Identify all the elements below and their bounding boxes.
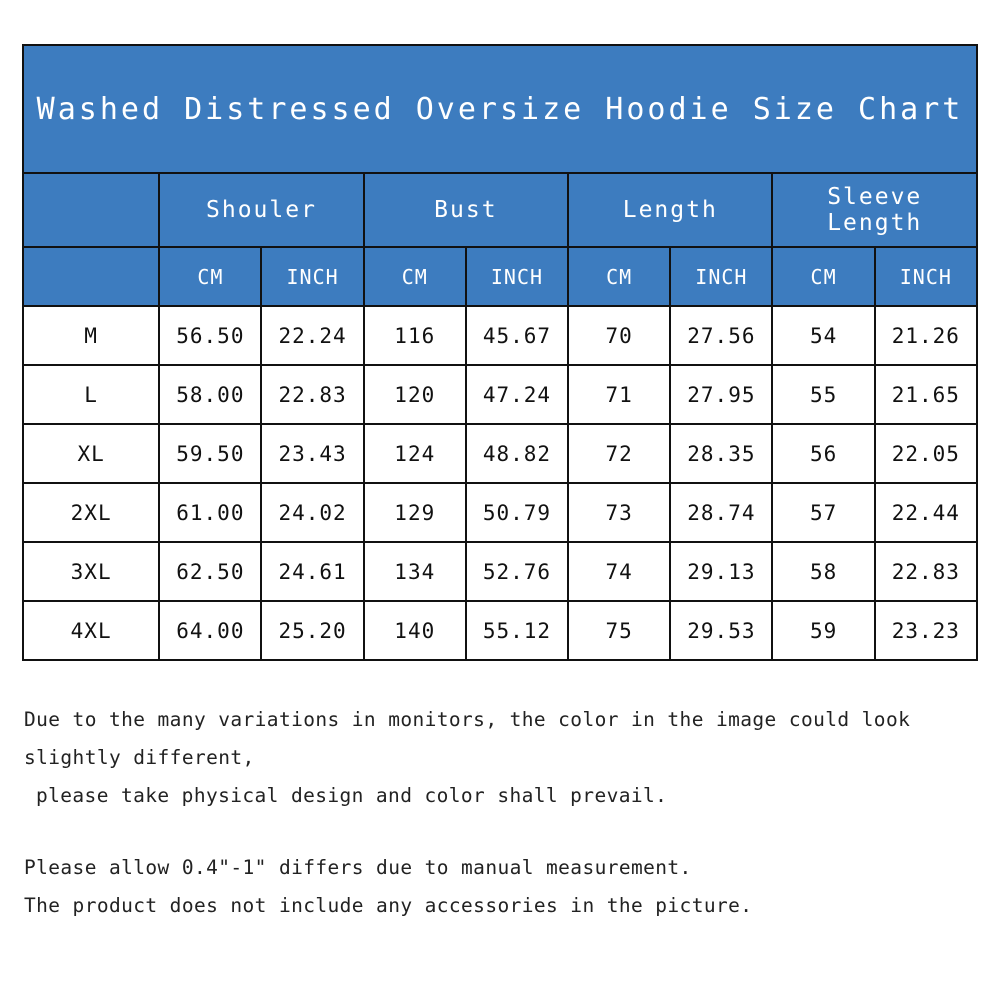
cell-sleeve-cm: 56 (772, 424, 874, 483)
cell-shoulder-inch: 22.83 (261, 365, 363, 424)
cell-shoulder-inch: 23.43 (261, 424, 363, 483)
cell-sleeve-inch: 21.65 (875, 365, 977, 424)
cell-length-inch: 27.95 (670, 365, 772, 424)
header-sleeve-length: Sleeve Length (772, 173, 977, 247)
cell-bust-inch: 45.67 (466, 306, 568, 365)
cell-bust-inch: 55.12 (466, 601, 568, 660)
cell-shoulder-inch: 25.20 (261, 601, 363, 660)
cell-bust-cm: 129 (364, 483, 466, 542)
row-size-label: M (23, 306, 159, 365)
size-chart-table (22, 44, 978, 661)
unit-header-sleeve-cm: CM (772, 247, 874, 306)
cell-length-cm: 70 (568, 306, 670, 365)
cell-shoulder-cm: 62.50 (159, 542, 261, 601)
cell-bust-cm: 120 (364, 365, 466, 424)
cell-length-cm: 72 (568, 424, 670, 483)
cell-sleeve-inch: 22.83 (875, 542, 977, 601)
unit-header-bust-cm: CM (364, 247, 466, 306)
unit-header-shoulder-cm: CM (159, 247, 261, 306)
cell-length-inch: 29.53 (670, 601, 772, 660)
cell-length-inch: 28.35 (670, 424, 772, 483)
table-row (23, 365, 977, 424)
table-row (23, 542, 977, 601)
cell-bust-inch: 47.24 (466, 365, 568, 424)
unit-header-row (23, 247, 977, 306)
page-title: Washed Distressed Oversize Hoodie Size Chart (23, 45, 977, 173)
notes-spacer (24, 815, 978, 849)
cell-sleeve-cm: 59 (772, 601, 874, 660)
size-column-header (23, 173, 159, 247)
cell-length-cm: 75 (568, 601, 670, 660)
cell-bust-inch: 52.76 (466, 542, 568, 601)
cell-shoulder-inch: 24.02 (261, 483, 363, 542)
measurement-header-row (23, 173, 977, 247)
unit-header-blank (23, 247, 159, 306)
cell-length-inch: 29.13 (670, 542, 772, 601)
cell-sleeve-inch: 23.23 (875, 601, 977, 660)
cell-bust-cm: 116 (364, 306, 466, 365)
cell-sleeve-cm: 57 (772, 483, 874, 542)
cell-length-cm: 73 (568, 483, 670, 542)
note-accessories-excluded: The product does not include any accessories in the picture. (24, 894, 753, 917)
row-size-label: 4XL (23, 601, 159, 660)
cell-sleeve-cm: 58 (772, 542, 874, 601)
header-bust: Bust (364, 173, 568, 247)
unit-header-length-inch: INCH (670, 247, 772, 306)
unit-header-length-cm: CM (568, 247, 670, 306)
cell-shoulder-cm: 61.00 (159, 483, 261, 542)
table-row (23, 483, 977, 542)
cell-shoulder-cm: 58.00 (159, 365, 261, 424)
cell-sleeve-cm: 55 (772, 365, 874, 424)
cell-bust-cm: 134 (364, 542, 466, 601)
cell-shoulder-cm: 59.50 (159, 424, 261, 483)
disclaimer-notes (22, 701, 978, 925)
row-size-label: XL (23, 424, 159, 483)
cell-length-inch: 27.56 (670, 306, 772, 365)
header-length: Length (568, 173, 772, 247)
unit-header-sleeve-inch: INCH (875, 247, 977, 306)
cell-sleeve-inch: 21.26 (875, 306, 977, 365)
table-row (23, 424, 977, 483)
cell-bust-inch: 50.79 (466, 483, 568, 542)
note-color-variation-line2: please take physical design and color shall prevail. (36, 784, 668, 807)
cell-length-cm: 74 (568, 542, 670, 601)
row-size-label: 3XL (23, 542, 159, 601)
cell-sleeve-inch: 22.05 (875, 424, 977, 483)
cell-shoulder-cm: 64.00 (159, 601, 261, 660)
cell-shoulder-inch: 24.61 (261, 542, 363, 601)
row-size-label: L (23, 365, 159, 424)
table-row (23, 601, 977, 660)
cell-bust-cm: 124 (364, 424, 466, 483)
cell-shoulder-cm: 56.50 (159, 306, 261, 365)
note-color-variation-line1: Due to the many variations in monitors, the color in the image could look slightly different, (24, 708, 911, 769)
header-shoulder: Shouler (159, 173, 363, 247)
unit-header-shoulder-inch: INCH (261, 247, 363, 306)
cell-bust-inch: 48.82 (466, 424, 568, 483)
note-measurement-tolerance: Please allow 0.4"-1" differs due to manual measurement. (24, 856, 692, 879)
cell-sleeve-inch: 22.44 (875, 483, 977, 542)
title-row (23, 45, 977, 173)
row-size-label: 2XL (23, 483, 159, 542)
cell-length-inch: 28.74 (670, 483, 772, 542)
cell-length-cm: 71 (568, 365, 670, 424)
unit-header-bust-inch: INCH (466, 247, 568, 306)
table-row (23, 306, 977, 365)
cell-shoulder-inch: 22.24 (261, 306, 363, 365)
cell-sleeve-cm: 54 (772, 306, 874, 365)
cell-bust-cm: 140 (364, 601, 466, 660)
